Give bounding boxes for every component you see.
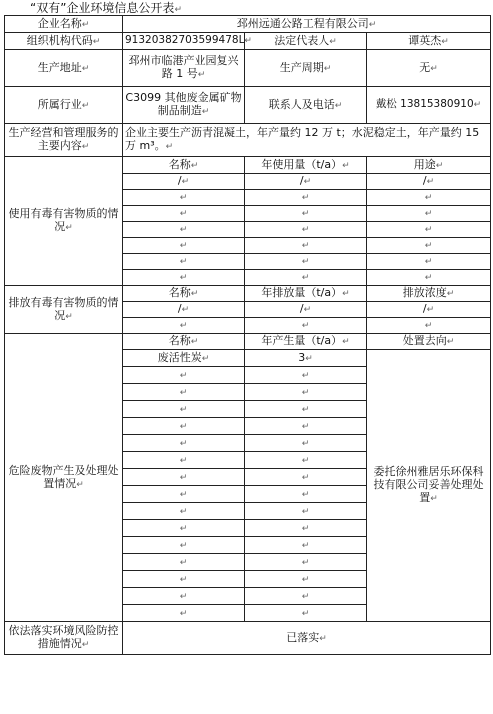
- address-label: 生产地址↵: [5, 50, 123, 87]
- hazardous-amount: ↵: [245, 367, 367, 384]
- hazardous-amount: ↵: [245, 571, 367, 588]
- toxic-use-cell: ↵: [367, 254, 491, 270]
- toxic-use-cell: ↵: [123, 254, 245, 270]
- toxic-use-cell: ↵: [123, 222, 245, 238]
- hazardous-disposal: 委托徐州雅居乐环保科技有限公司妥善处理处置↵: [367, 350, 491, 622]
- org-code: 91320382703599478L↵: [123, 33, 245, 50]
- company-name: 邳州远通公路工程有限公司↵: [123, 16, 491, 33]
- legal-rep-label: 法定代表人↵: [245, 33, 367, 50]
- toxic-use-cell: ↵: [367, 206, 491, 222]
- industry-label: 所属行业↵: [5, 87, 123, 124]
- toxic-use-cell: ↵: [123, 190, 245, 206]
- toxic-emit-cell: /↵: [245, 302, 367, 318]
- toxic-use-header-2: 用途↵: [367, 157, 491, 174]
- hazardous-amount: 3↵: [245, 350, 367, 367]
- document-title: “双有”企业环境信息公开表↵: [30, 1, 182, 15]
- hazardous-amount: ↵: [245, 605, 367, 622]
- toxic-use-cell: ↵: [245, 206, 367, 222]
- toxic-emit-cell: ↵: [245, 318, 367, 334]
- hazardous-header-row: [5, 334, 491, 350]
- toxic-emit-header-1: 年排放量（t/a）↵: [245, 286, 367, 302]
- toxic-use-header-row: [5, 157, 491, 174]
- toxic-use-cell: ↵: [123, 270, 245, 286]
- hazardous-amount: ↵: [245, 401, 367, 418]
- row-business: [5, 124, 491, 157]
- hazardous-header-1: 年产生量（t/a）↵: [245, 334, 367, 350]
- toxic-use-cell: ↵: [367, 270, 491, 286]
- hazardous-name: ↵: [123, 418, 245, 435]
- business-label: 生产经营和管理服务的主要内容↵: [5, 124, 123, 157]
- hazardous-amount: ↵: [245, 520, 367, 537]
- hazardous-amount: ↵: [245, 554, 367, 571]
- hazardous-amount: ↵: [245, 418, 367, 435]
- period-label: 生产周期↵: [245, 50, 367, 87]
- toxic-use-cell: ↵: [245, 190, 367, 206]
- toxic-emit-cell: ↵: [367, 318, 491, 334]
- hazardous-name: ↵: [123, 486, 245, 503]
- hazardous-amount: ↵: [245, 537, 367, 554]
- row-company-name: [5, 16, 491, 33]
- toxic-emit-label: 排放有毒有害物质的情况↵: [5, 286, 123, 334]
- hazardous-name: ↵: [123, 571, 245, 588]
- toxic-use-cell: ↵: [245, 270, 367, 286]
- hazardous-name: ↵: [123, 503, 245, 520]
- org-code-label: 组织机构代码↵: [5, 33, 123, 50]
- address: 邳州市临港产业园复兴路 1 号↵: [123, 50, 245, 87]
- hazardous-name: ↵: [123, 537, 245, 554]
- toxic-use-label: 使用有毒有害物质的情况↵: [5, 157, 123, 286]
- hazardous-amount: ↵: [245, 503, 367, 520]
- hazardous-name: ↵: [123, 588, 245, 605]
- toxic-use-cell: ↵: [367, 238, 491, 254]
- hazardous-name: ↵: [123, 554, 245, 571]
- contact-label: 联系人及电话↵: [245, 87, 367, 124]
- company-name-label: 企业名称↵: [5, 16, 123, 33]
- disclosure-table: [4, 15, 491, 655]
- hazardous-amount: ↵: [245, 435, 367, 452]
- toxic-emit-header-2: 排放浓度↵: [367, 286, 491, 302]
- hazardous-header-0: 名称↵: [123, 334, 245, 350]
- hazardous-amount: ↵: [245, 469, 367, 486]
- toxic-use-cell: ↵: [245, 222, 367, 238]
- hazardous-amount: ↵: [245, 588, 367, 605]
- row-industry: [5, 87, 491, 124]
- hazardous-name: ↵: [123, 469, 245, 486]
- hazardous-name: ↵: [123, 384, 245, 401]
- risk-label: 依法落实环境风险防控措施情况↵: [5, 622, 123, 655]
- toxic-use-cell: /↵: [123, 174, 245, 190]
- business: 企业主要生产沥青混凝土，年产量约 12 万 t；水泥稳定土，年产量约 15 万 m³。↵: [123, 124, 491, 157]
- row-address: [5, 50, 491, 87]
- risk-value: 已落实↵: [123, 622, 491, 655]
- contact: 戴松 13815380910↵: [367, 87, 491, 124]
- toxic-emit-header-0: 名称↵: [123, 286, 245, 302]
- toxic-emit-header-row: [5, 286, 491, 302]
- row-org-code: [5, 33, 491, 50]
- hazardous-name: ↵: [123, 401, 245, 418]
- hazardous-header-2: 处置去向↵: [367, 334, 491, 350]
- hazardous-amount: ↵: [245, 486, 367, 503]
- toxic-use-cell: ↵: [367, 222, 491, 238]
- toxic-use-cell: ↵: [123, 206, 245, 222]
- toxic-use-cell: ↵: [245, 254, 367, 270]
- toxic-emit-cell: /↵: [123, 302, 245, 318]
- hazardous-name: ↵: [123, 435, 245, 452]
- hazardous-label: 危险废物产生及处理处置情况↵: [5, 334, 123, 622]
- toxic-use-header-1: 年使用量（t/a）↵: [245, 157, 367, 174]
- period: 无↵: [367, 50, 491, 87]
- toxic-use-cell: ↵: [123, 238, 245, 254]
- hazardous-name: 废活性炭↵: [123, 350, 245, 367]
- hazardous-name: ↵: [123, 520, 245, 537]
- hazardous-amount: ↵: [245, 384, 367, 401]
- toxic-emit-cell: /↵: [367, 302, 491, 318]
- row-risk: [5, 622, 491, 655]
- hazardous-name: ↵: [123, 605, 245, 622]
- industry: C3099 其他废金属矿物制品制造↵: [123, 87, 245, 124]
- toxic-use-header-0: 名称↵: [123, 157, 245, 174]
- hazardous-name: ↵: [123, 367, 245, 384]
- hazardous-amount: ↵: [245, 452, 367, 469]
- hazardous-name: ↵: [123, 452, 245, 469]
- toxic-use-cell: /↵: [245, 174, 367, 190]
- toxic-use-cell: ↵: [245, 238, 367, 254]
- legal-rep: 谭英杰↵: [367, 33, 491, 50]
- toxic-use-cell: /↵: [367, 174, 491, 190]
- toxic-use-cell: ↵: [367, 190, 491, 206]
- toxic-emit-cell: ↵: [123, 318, 245, 334]
